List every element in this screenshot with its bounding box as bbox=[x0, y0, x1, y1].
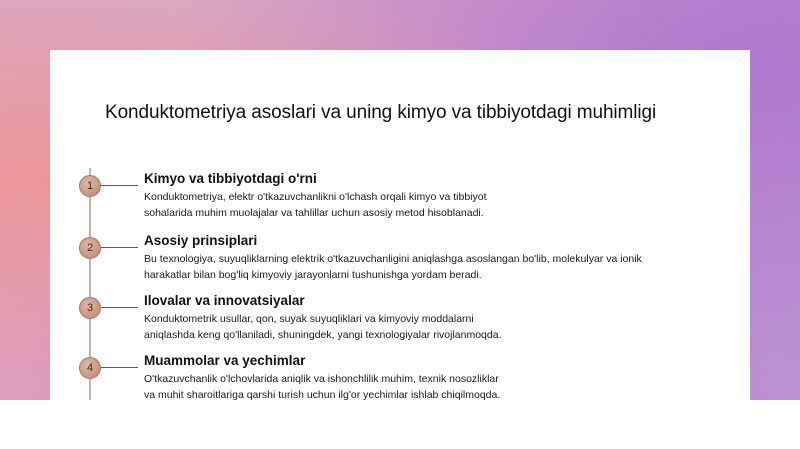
item-title: Kimyo va tibbiyotdagi o'rni bbox=[144, 171, 317, 186]
marker-number: 2 bbox=[86, 242, 94, 254]
item-title: Asosiy prinsiplari bbox=[144, 233, 258, 248]
marker-number: 4 bbox=[86, 362, 94, 374]
connector-line bbox=[101, 367, 138, 368]
connector-line bbox=[101, 185, 138, 186]
timeline-item bbox=[50, 289, 750, 349]
item-description bbox=[144, 311, 714, 343]
description-line: sohalarida muhim muolajalar va tahlillar uchun asosiy metod hisoblanadi. bbox=[144, 207, 484, 219]
timeline-marker bbox=[79, 357, 101, 379]
timeline-item bbox=[50, 349, 750, 409]
description-line: va muhit sharoitlariga qarshi turish uchun ilg'or yechimlar ishlab chiqilmoqda. bbox=[144, 389, 501, 401]
description-line: harakatlar bilan bog'liq kimyoviy jarayonlarni tushunishga yordam beradi. bbox=[144, 269, 482, 281]
description-line: Konduktometrik usullar, qon, suyak suyuqliklari va kimyoviy moddalarni bbox=[144, 313, 474, 325]
slide-title: Konduktometriya asoslari va uning kimyo va tibbiyotdagi muhimligi bbox=[105, 102, 657, 123]
connector-line bbox=[101, 307, 138, 308]
timeline-marker bbox=[79, 237, 101, 259]
timeline-item bbox=[50, 167, 750, 227]
item-description bbox=[144, 189, 714, 221]
connector-line bbox=[101, 247, 138, 248]
description-line: aniqlashda keng qo'llaniladi, shuningdek, yangi texnologiyalar rivojlanmoqda. bbox=[144, 329, 502, 341]
item-description bbox=[144, 371, 714, 403]
marker-number: 3 bbox=[86, 302, 94, 314]
marker-number: 1 bbox=[86, 180, 94, 192]
timeline-marker bbox=[79, 297, 101, 319]
description-line: O'tkazuvchanlik o'lchovlarida aniqlik va ishonchlilik muhim, texnik nosozliklar bbox=[144, 373, 499, 385]
slide-card bbox=[50, 50, 750, 400]
description-line: Bu texnologiya, suyuqliklarning elektrik o'tkazuvchanligini aniqlashga asoslangan bo'lib, molekulyar va ionik bbox=[144, 253, 642, 265]
item-title: Muammolar va yechimlar bbox=[144, 353, 306, 368]
description-line: Konduktometriya, elektr o'tkazuvchanlikni o'lchash orqali kimyo va tibbiyot bbox=[144, 191, 487, 203]
item-description bbox=[144, 251, 714, 283]
timeline-item bbox=[50, 229, 750, 289]
item-title: Ilovalar va innovatsiyalar bbox=[144, 293, 305, 308]
timeline-marker bbox=[79, 175, 101, 197]
